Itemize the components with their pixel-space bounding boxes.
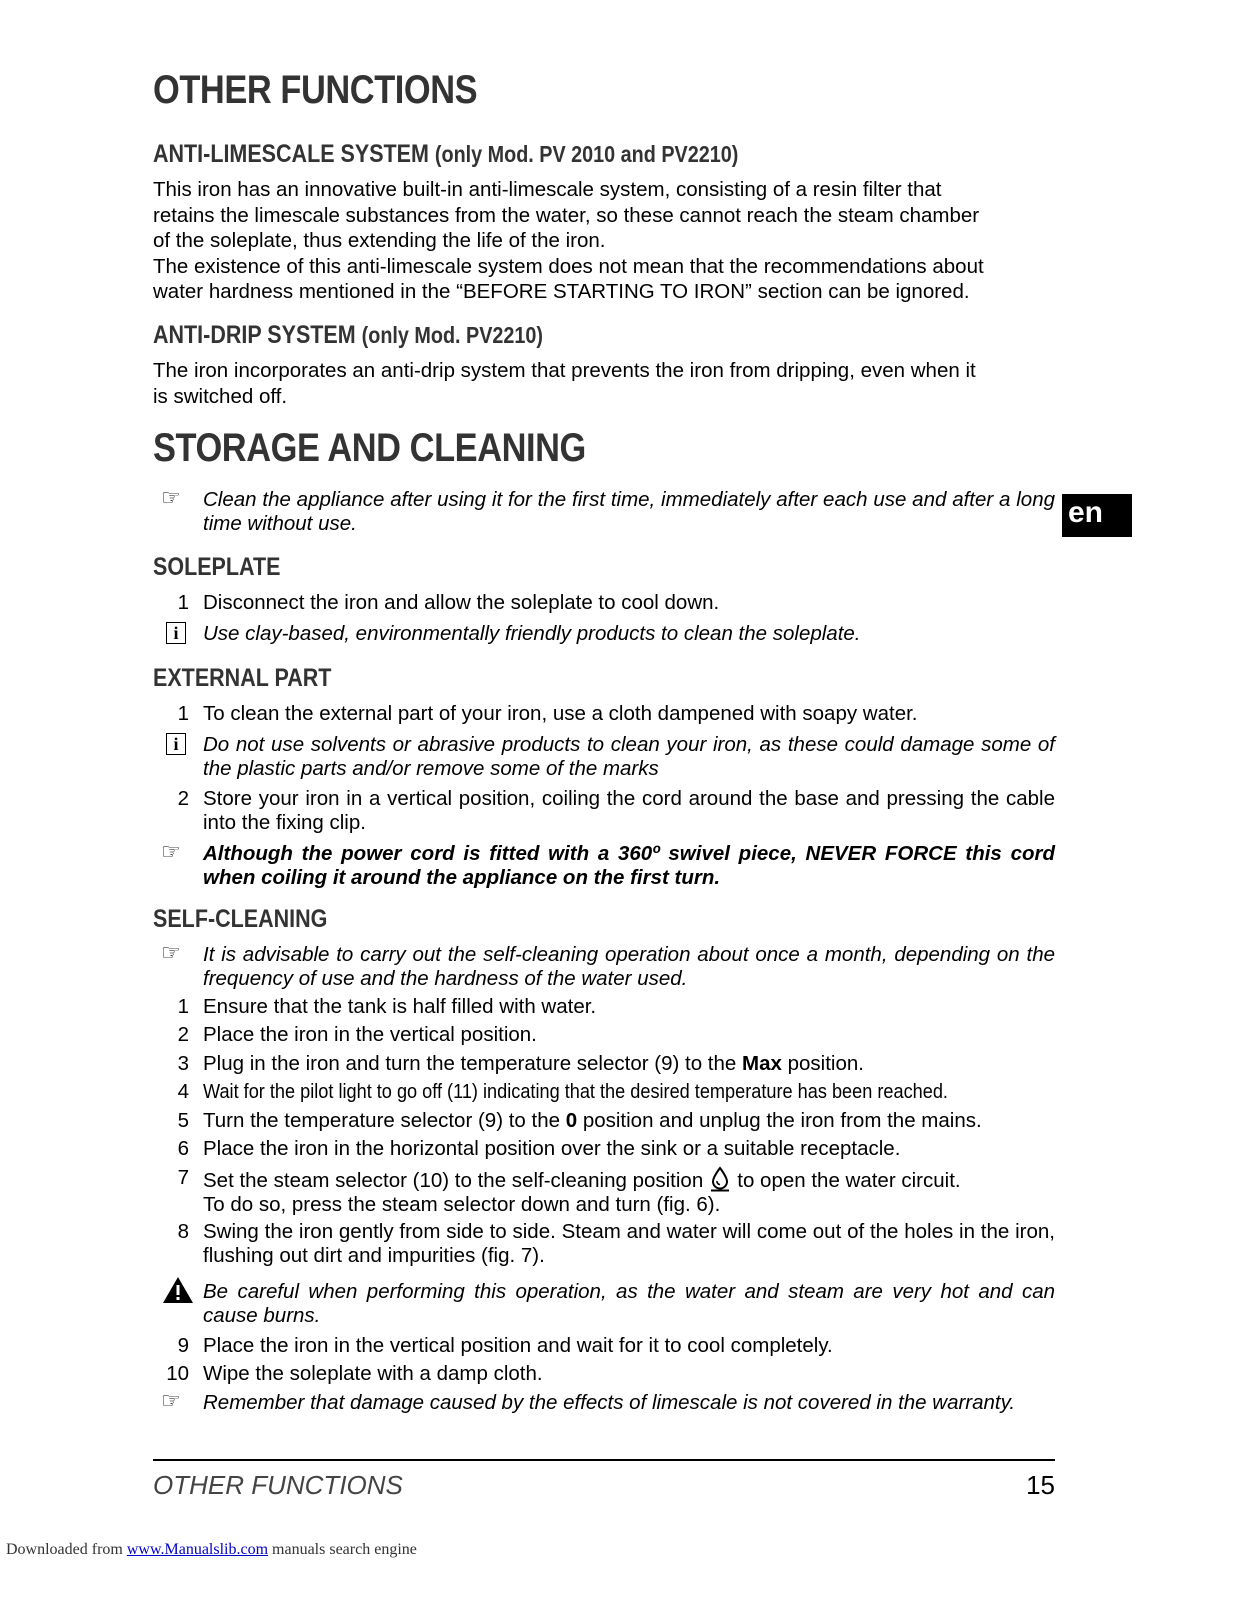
step-number: 5 bbox=[177, 1109, 189, 1132]
step-number: 1 bbox=[177, 995, 189, 1018]
heading-external-part: EXTERNAL PART bbox=[153, 664, 332, 692]
text-line: retains the limescale substances from the water, so these cannot reach the steam chamber bbox=[153, 203, 980, 227]
step-text bbox=[203, 1166, 1055, 1217]
step-text-part: position and unplug the iron from the mains. bbox=[577, 1109, 982, 1132]
heading-anti-drip bbox=[153, 321, 543, 350]
step-text: Store your iron in a vertical position, coiling the cord around the base and pressing the cable into the fixing clip. bbox=[203, 787, 1055, 834]
self-cleaning-drop-icon bbox=[709, 1166, 731, 1192]
pointing-hand-icon: ☞ bbox=[161, 940, 181, 965]
manualslib-link[interactable]: www.Manualslib.com bbox=[126, 1541, 269, 1558]
warning-triangle-icon bbox=[162, 1276, 194, 1304]
footer-section-name: OTHER FUNCTIONS bbox=[153, 1470, 403, 1500]
info-icon: i bbox=[166, 622, 186, 644]
info-icon: i bbox=[166, 733, 186, 755]
step-text: Swing the iron gently from side to side. Steam and water will come out of the holes in the iron, flushing out dirt and impurities (fig. 7). bbox=[203, 1220, 1055, 1267]
step-text: Ensure that the tank is half filled with water. bbox=[203, 995, 597, 1018]
step-text: Disconnect the iron and allow the soleplate to cool down. bbox=[203, 591, 720, 614]
step-text: Wait for the pilot light to go off (11) indicating that the desired temperature has been reached. bbox=[203, 1080, 948, 1103]
section-title-other-functions: OTHER FUNCTIONS bbox=[153, 68, 478, 112]
step-number: 8 bbox=[177, 1220, 189, 1243]
step-text-part: position. bbox=[781, 1052, 864, 1075]
step-text: Wipe the soleplate with a damp cloth. bbox=[203, 1362, 543, 1385]
heading-text: ANTI-DRIP SYSTEM bbox=[153, 321, 356, 349]
info-text: Use clay-based, environmentally friendly products to clean the soleplate. bbox=[203, 622, 861, 645]
text-line: water hardness mentioned in the “BEFORE STARTING TO IRON” section can be ignored. bbox=[153, 280, 970, 303]
language-tab: en bbox=[1062, 494, 1132, 537]
step-number: 1 bbox=[177, 702, 189, 725]
step-number: 1 bbox=[177, 591, 189, 614]
anti-limescale-text bbox=[153, 177, 1055, 305]
text-line: This iron has an innovative built-in anti-limescale system, consisting of a resin filter that bbox=[153, 178, 942, 201]
step-text: Place the iron in the horizontal position over the sink or a suitable receptacle. bbox=[203, 1137, 901, 1160]
anti-drip-text bbox=[153, 358, 1055, 409]
step-text-bold: 0 bbox=[565, 1109, 578, 1132]
section-title-storage: STORAGE AND CLEANING bbox=[153, 426, 586, 470]
note-text: It is advisable to carry out the self-cleaning operation about once a month, depending on the frequency of use and the hardness of the water used. bbox=[203, 943, 1055, 990]
step-text-part: Turn the temperature selector (9) to the bbox=[203, 1109, 566, 1132]
step-text bbox=[203, 1109, 1055, 1133]
step-number: 6 bbox=[177, 1137, 189, 1160]
download-watermark bbox=[6, 1541, 417, 1559]
step-text: To clean the external part of your iron, use a cloth dampened with soapy water. bbox=[203, 702, 918, 725]
step-number: 7 bbox=[177, 1166, 189, 1189]
text-line: The existence of this anti-limescale system does not mean that the recommendations about bbox=[153, 254, 984, 278]
step-text: Place the iron in the vertical position. bbox=[203, 1023, 537, 1046]
heading-anti-limescale bbox=[153, 140, 738, 169]
heading-soleplate: SOLEPLATE bbox=[153, 553, 281, 581]
heading-model-note: (only Mod. PV 2010 and PV2210) bbox=[434, 141, 739, 167]
info-text: Do not use solvents or abrasive products to clean your iron, as these could damage some of the plastic parts and/or remove some of the marks bbox=[203, 733, 1055, 780]
heading-self-cleaning: SELF-CLEANING bbox=[153, 905, 328, 933]
note-text: Although the power cord is fitted with a 360º swivel piece, NEVER FORCE this cord when coiling it around the appliance on the first turn. bbox=[203, 842, 1055, 889]
watermark-suffix: manuals search engine bbox=[268, 1541, 417, 1558]
step-number: 2 bbox=[177, 787, 189, 810]
heading-model-note: (only Mod. PV2210) bbox=[361, 322, 544, 348]
step-text: Place the iron in the vertical position and wait for it to cool completely. bbox=[203, 1334, 833, 1357]
step-text bbox=[203, 1052, 1055, 1076]
step-number: 2 bbox=[177, 1023, 189, 1046]
step-text-bold: Max bbox=[742, 1052, 782, 1075]
watermark-prefix: Downloaded from bbox=[6, 1541, 127, 1558]
note-text: Clean the appliance after using it for the first time, immediately after each use and after a long time without use. bbox=[203, 488, 1055, 535]
step-number: 3 bbox=[177, 1052, 189, 1075]
step-text-part: Plug in the iron and turn the temperature selector (9) to the bbox=[203, 1052, 742, 1075]
warning-text: Be careful when performing this operation, as the water and steam are very hot and can cause burns. bbox=[203, 1280, 1055, 1327]
footer-divider bbox=[153, 1459, 1055, 1461]
pointing-hand-icon: ☞ bbox=[161, 839, 181, 864]
pointing-hand-icon: ☞ bbox=[161, 485, 181, 510]
step-text-part: To do so, press the steam selector down and turn (fig. 6). bbox=[203, 1193, 721, 1216]
step-number: 10 bbox=[166, 1362, 189, 1385]
text-line: of the soleplate, thus extending the life of the iron. bbox=[153, 229, 606, 252]
heading-text: ANTI-LIMESCALE SYSTEM bbox=[153, 140, 429, 168]
step-text-part: to open the water circuit. bbox=[737, 1169, 961, 1192]
note-text: Remember that damage caused by the effects of limescale is not covered in the warranty. bbox=[203, 1391, 1016, 1414]
step-number: 4 bbox=[177, 1080, 189, 1103]
step-text-part: Set the steam selector (10) to the self-cleaning position bbox=[203, 1169, 704, 1192]
page-number: 15 bbox=[1026, 1470, 1055, 1500]
text-line: is switched off. bbox=[153, 384, 288, 408]
step-number: 9 bbox=[177, 1334, 189, 1357]
text-line: The iron incorporates an anti-drip system that prevents the iron from dripping, even when it bbox=[153, 359, 976, 382]
pointing-hand-icon: ☞ bbox=[161, 1388, 181, 1413]
